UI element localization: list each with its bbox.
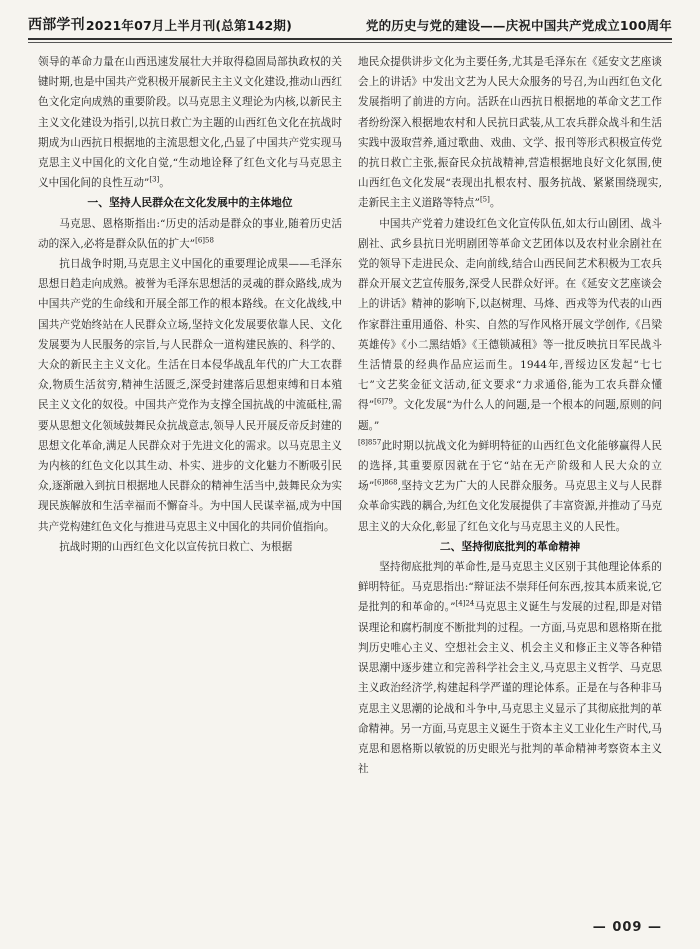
journal-info [28,14,292,34]
paragraph-text: 抗战时期的山西红色文化以宣传抗日救亡、为根据 [59,540,293,553]
paragraph [358,436,662,537]
paragraph-tail: 。 [489,197,501,210]
citation-marker: [6]58 [195,236,214,245]
paragraph-tail: 。文化发展“为什么人的问题,是一个根本的问题,原则的问题。” [358,399,662,432]
paragraph-text: 坚持彻底批判的革命性,是马克思主义区别于其他理论体系的鲜明特征。马克思指出:“辩证法不崇拜任何东西,按其本质来说,它是批判的和革命的。” [358,561,662,614]
citation-marker: [3] [149,175,160,184]
paragraph [38,52,342,193]
header-rule-thick [28,38,672,40]
article-body [38,52,662,897]
paragraph [358,214,662,436]
paragraph-text: 马克思、恩格斯指出:“历史的活动是群众的事业,随着历史活动的深入,必将是群众队伍的扩大” [38,217,342,250]
paragraph-tail: 。 [159,177,170,190]
citation-marker: [8]857 [358,438,382,447]
citation-marker: [6]79 [374,397,393,406]
paragraph-tail: ,坚持文艺为广大的人民群众服务。马克思主义与人民群众革命实践的耦合,为红色文化发展提供了丰富资源,并推动了马克思主义的大众化,彰显了红色文化与马克思主义的人民性。 [358,480,662,533]
paragraph [38,537,342,557]
section-title: 党的历史与党的建设——庆祝中国共产党成立100周年 [365,18,672,33]
paragraph-tail: 马克思主义诞生与发展的过程,即是对错误理论和腐朽制度不断批判的过程。一方面,马克思和恩格斯在批判历史唯心主义、空想社会主义、机会主义和修正主义等各种错误思潮中逐步建立和完善科学社会主义,马克思主义哲学、马克思主义政治经济学,构建起科学严谨的理论体系。正是在与各种非马克思主义思潮的论战和斗争中,马克思主义显示了其彻底批判的革命精神。另一方面,马克思主义诞生于资本主义工业化生产时代,马克思和恩格斯以敏锐的历史眼光与批判的革命精神考察资本主义社 [358,601,662,776]
right-column [358,52,662,897]
paragraph-text: 此时期以抗战文化为鲜明特征的山西红色文化能够赢得人民的选择,其重要原因就在于它“站在无产阶级和人民大众的立场” [358,439,662,493]
journal-logo: 西部学刊 [28,17,85,33]
paragraph [38,214,342,254]
paragraph-text: 领导的革命力量在山西迅速发展壮大并取得稳固局部执政权的关键时期,也是中国共产党积极开展新民主主义文化建设,推动山西红色文化定向成熟的重要阶段。以马克思主义理论为内核,以新民主主义文化建设为指引,以抗日救亡为主题的山西红色文化在抗战时期成为山西抗日根据地的主流思想文化,凸显了中国共产党实现马克思主义中国化的文化自觉,“生动地诠释了红色文化与马克思主义中国化间的良性互动” [38,56,342,190]
citation-marker: [5] [479,195,490,204]
paragraph [38,254,342,537]
paragraph-text: 中国共产党着力建设红色文化宣传队伍,如太行山剧团、战斗剧社、武乡县抗日光明剧团等革命文艺团体以及农村业余剧社在党的领导下走进民众、走向前线,结合山西民间艺术积极为工农兵群众开展文艺宣传服务,深受人民群众好评。在《延安文艺座谈会上的讲话》精神的影响下,以赵树理、马烽、西戎等为代表的山西作家群注重用通俗、朴实、自然的写作风格开展文学创作,《吕梁英雄传》《小二黑结婚》《王德锁减租》等一批反映抗日军民战斗生活情景的经典作品应运而生。1944年,晋绥边区发起“七七七”文艺奖金征文活动,征文要求“力求通俗,能为工农兵群众懂得” [358,217,662,412]
section-heading: 一、坚持人民群众在文化发展中的主体地位 [87,196,293,210]
paragraph-text: 地民众提供讲步文化为主要任务,尤其是毛泽东在《延安文艺座谈会上的讲话》中发出文艺为人民大众服务的号召,为山西红色文化发展指明了前进的方向。活跃在山西抗日根据地的革命文艺工作者纷纷深入根据地农村和人民抗日武装,从工农兵群众战斗和生活实践中汲取营养,通过歌曲、戏曲、文学、报刊等形式积极宣传党的抗日救亡主张,振奋民众抗战精神,营造根据地良好文化氛围,使山西红色文化发展“表现出扎根农村、服务抗战、紧紧围绕现实,走新民主主义道路等特点” [358,56,662,210]
paragraph-text: 抗日战争时期,马克思主义中国化的重要理论成果——毛泽东思想日趋走向成熟。被誉为毛泽东思想活的灵魂的群众路线,成为中国共产党的生命线和开展全部工作的根本路线。在文化战线,中国共产党始终站在人民群众立场,坚持文化发展要依靠人民、文化发展要为人民服务的宗旨,与人民群众一道构建民族的、科学的、大众的新民主主义文化。生活在日本侵华战乱年代的广大工农群众,物质生活贫穷,精神生活匮乏,深受封建落后思想束缚和日本殖民主义文化的奴役。中国共产党作为支撑全国抗战的中流砥柱,需要从思想文化领域鼓舞民众抗战意志,领导人民开展反帝反封建的思想文化革命,满足人民群众对于先进文化的需求。以马克思主义为内核的红色文化以其生动、朴实、进步的文化魅力不断吸引民众,逐渐融入到抗日根据地人民群众的精神生活当中,鼓舞民众为实现民族解放和生活幸福而不懈奋斗。为中国人民谋幸福,成为中国共产党构建红色文化与推进马克思主义中国化的共同价值指向。 [38,258,342,533]
running-header [28,12,672,34]
paragraph [358,52,662,214]
section-heading: 二、坚持彻底批判的革命精神 [439,539,581,553]
page-number: — 009 — [592,920,662,935]
header-rule-thin [28,42,672,43]
left-column [38,52,342,897]
paragraph [358,557,662,779]
issue-info: 2021年07月上半月刊(总第142期) [85,18,293,33]
citation-marker: [4]24 [455,599,475,608]
citation-marker: [6]868 [374,478,398,487]
